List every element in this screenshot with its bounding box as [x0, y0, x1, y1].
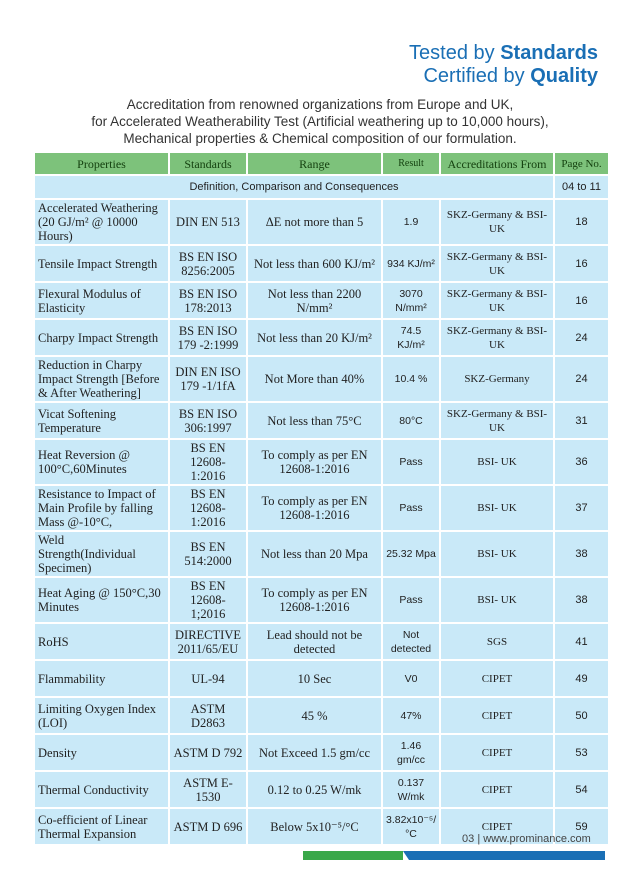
page-cell: 31: [555, 403, 610, 438]
range-cell: To comply as per EN 12608-1:2016: [248, 578, 383, 622]
standard-cell: BS EN ISO 306:1997: [170, 403, 248, 438]
result-cell: 74.5 KJ/m²: [383, 320, 441, 355]
standard-cell: BS EN 12608-1:2016: [170, 486, 248, 530]
accreditation-cell: SKZ-Germany & BSI-UK: [441, 283, 555, 318]
intro-text: Accreditation from renowned organizations from Europe and UK, for Accelerated Weatherability Test (Artificial weathering up to 10,000 hours), Mechanical properties & Chemical composition of our formulation.: [91, 97, 549, 146]
footer: [462, 833, 591, 845]
result-cell: Pass: [383, 578, 441, 622]
accreditation-cell: SKZ-Germany & BSI-UK: [441, 200, 555, 244]
page-cell: 24: [555, 357, 610, 401]
property-cell: Density: [35, 735, 170, 770]
range-cell: Not less than 75°C: [248, 403, 383, 438]
accreditation-cell: CIPET: [441, 809, 555, 844]
accreditation-cell: SKZ-Germany: [441, 357, 555, 401]
page-cell: 38: [555, 532, 610, 576]
footer-page-number: 03: [462, 833, 475, 845]
footer-blue-bar: [403, 851, 605, 860]
page-cell: 59: [555, 809, 610, 844]
accreditation-cell: CIPET: [441, 772, 555, 807]
page-cell: 54: [555, 772, 610, 807]
page-cell: 49: [555, 661, 610, 696]
table-row: [35, 403, 610, 438]
header-page-no: Page No.: [555, 153, 610, 174]
range-cell: Not More than 40%: [248, 357, 383, 401]
range-cell: 45 %: [248, 698, 383, 733]
header-standards: Standards: [170, 153, 248, 174]
table-row: [35, 772, 610, 807]
property-cell: Heat Reversion @ 100°C,60Minutes: [35, 440, 170, 484]
range-cell: Not less than 20 KJ/m²: [248, 320, 383, 355]
property-cell: Weld Strength(Individual Specimen): [35, 532, 170, 576]
result-cell: Not detected: [383, 624, 441, 659]
accreditation-cell: SKZ-Germany & BSI-UK: [441, 403, 555, 438]
footer-green-bar: [303, 851, 403, 860]
property-cell: Flammability: [35, 661, 170, 696]
property-cell: RoHS: [35, 624, 170, 659]
result-cell: 10.4 %: [383, 357, 441, 401]
range-cell: Not Exceed 1.5 gm/cc: [248, 735, 383, 770]
standard-cell: ASTM D 792: [170, 735, 248, 770]
standard-cell: BS EN 12608-1:2016: [170, 440, 248, 484]
footer-url[interactable]: www.prominance.com: [483, 833, 591, 845]
range-cell: To comply as per EN 12608-1:2016: [248, 486, 383, 530]
table-header-row: [35, 153, 610, 174]
result-cell: Pass: [383, 440, 441, 484]
accreditation-cell: CIPET: [441, 661, 555, 696]
accreditation-cell: SKZ-Germany & BSI-UK: [441, 246, 555, 281]
property-cell: Co-efficient of Linear Thermal Expansion: [35, 809, 170, 844]
brand-tagline: [409, 42, 598, 88]
standard-cell: BS EN ISO 178:2013: [170, 283, 248, 318]
header-result: Result: [383, 153, 441, 174]
standard-cell: ASTM D 696: [170, 809, 248, 844]
result-cell: Pass: [383, 486, 441, 530]
standard-cell: BS EN 12608-1;2016: [170, 578, 248, 622]
result-cell: V0: [383, 661, 441, 696]
standard-cell: UL-94: [170, 661, 248, 696]
page-cell: 24: [555, 320, 610, 355]
table-row: [35, 532, 610, 576]
header-range: Range: [248, 153, 383, 174]
page-cell: 37: [555, 486, 610, 530]
property-cell: Thermal Conductivity: [35, 772, 170, 807]
result-cell: 3.82x10⁻⁵/°C: [383, 809, 441, 844]
table-row: [35, 735, 610, 770]
page-cell: 53: [555, 735, 610, 770]
page-cell: 41: [555, 624, 610, 659]
property-cell: Resistance to Impact of Main Profile by falling Mass @-10°C,: [35, 486, 170, 530]
accreditation-cell: BSI- UK: [441, 532, 555, 576]
standard-cell: DIN EN 513: [170, 200, 248, 244]
table-row: [35, 320, 610, 355]
range-cell: 0.12 to 0.25 W/mk: [248, 772, 383, 807]
page-cell: 16: [555, 283, 610, 318]
range-cell: Not less than 600 KJ/m²: [248, 246, 383, 281]
footer-separator: |: [477, 833, 481, 845]
table-row: [35, 698, 610, 733]
range-cell: Below 5x10⁻⁵/°C: [248, 809, 383, 844]
table-row: [35, 661, 610, 696]
accreditation-cell: CIPET: [441, 735, 555, 770]
definition-text: Definition, Comparison and Consequences: [35, 176, 555, 198]
result-cell: 1.46 gm/cc: [383, 735, 441, 770]
table-row: [35, 200, 610, 244]
result-cell: 0.137 W/mk: [383, 772, 441, 807]
accreditation-cell: BSI- UK: [441, 486, 555, 530]
property-cell: Tensile Impact Strength: [35, 246, 170, 281]
result-cell: 47%: [383, 698, 441, 733]
property-cell: Heat Aging @ 150°C,30 Minutes: [35, 578, 170, 622]
standards-table: [35, 151, 610, 846]
property-cell: Charpy Impact Strength: [35, 320, 170, 355]
standard-cell: BS EN ISO 179 -2:1999: [170, 320, 248, 355]
standard-cell: DIRECTIVE 2011/65/EU: [170, 624, 248, 659]
result-cell: 3070 N/mm²: [383, 283, 441, 318]
table-body: [35, 200, 610, 844]
property-cell: Reduction in Charpy Impact Strength [Before & After Weathering]: [35, 357, 170, 401]
page-cell: 38: [555, 578, 610, 622]
definition-page: 04 to 11: [555, 176, 610, 198]
result-cell: 1.9: [383, 200, 441, 244]
property-cell: Flexural Modulus of Elasticity: [35, 283, 170, 318]
accreditation-cell: SGS: [441, 624, 555, 659]
page-cell: 16: [555, 246, 610, 281]
accreditation-cell: BSI- UK: [441, 440, 555, 484]
tagline-line-1: Tested by Standards: [409, 42, 598, 64]
range-cell: 10 Sec: [248, 661, 383, 696]
tagline-line-2: Certified by Quality: [423, 65, 598, 87]
property-cell: Accelerated Weathering (20 GJ/m² @ 10000 Hours): [35, 200, 170, 244]
page-cell: 36: [555, 440, 610, 484]
standard-cell: BS EN 514:2000: [170, 532, 248, 576]
standard-cell: BS EN ISO 8256:2005: [170, 246, 248, 281]
property-cell: Limiting Oxygen Index (LOI): [35, 698, 170, 733]
range-cell: ΔE not more than 5: [248, 200, 383, 244]
table-row: [35, 578, 610, 622]
table-row: [35, 246, 610, 281]
accreditation-cell: BSI- UK: [441, 578, 555, 622]
table-row: [35, 440, 610, 484]
range-cell: To comply as per EN 12608-1:2016: [248, 440, 383, 484]
accreditation-cell: SKZ-Germany & BSI-UK: [441, 320, 555, 355]
range-cell: Not less than 20 Mpa: [248, 532, 383, 576]
header-properties: Properties: [35, 153, 170, 174]
accreditation-cell: CIPET: [441, 698, 555, 733]
standard-cell: ASTM D2863: [170, 698, 248, 733]
table-row: [35, 357, 610, 401]
result-cell: 80°C: [383, 403, 441, 438]
page-cell: 18: [555, 200, 610, 244]
table-row: [35, 486, 610, 530]
range-cell: Not less than 2200 N/mm²: [248, 283, 383, 318]
header-accreditations: Accreditations From: [441, 153, 555, 174]
page-cell: 50: [555, 698, 610, 733]
standard-cell: DIN EN ISO 179 -1/1fA: [170, 357, 248, 401]
range-cell: Lead should not be detected: [248, 624, 383, 659]
table-row: [35, 283, 610, 318]
property-cell: Vicat Softening Temperature: [35, 403, 170, 438]
result-cell: 934 KJ/m²: [383, 246, 441, 281]
definition-row: [35, 176, 610, 198]
standard-cell: ASTM E-1530: [170, 772, 248, 807]
result-cell: 25.32 Mpa: [383, 532, 441, 576]
table-row: [35, 624, 610, 659]
